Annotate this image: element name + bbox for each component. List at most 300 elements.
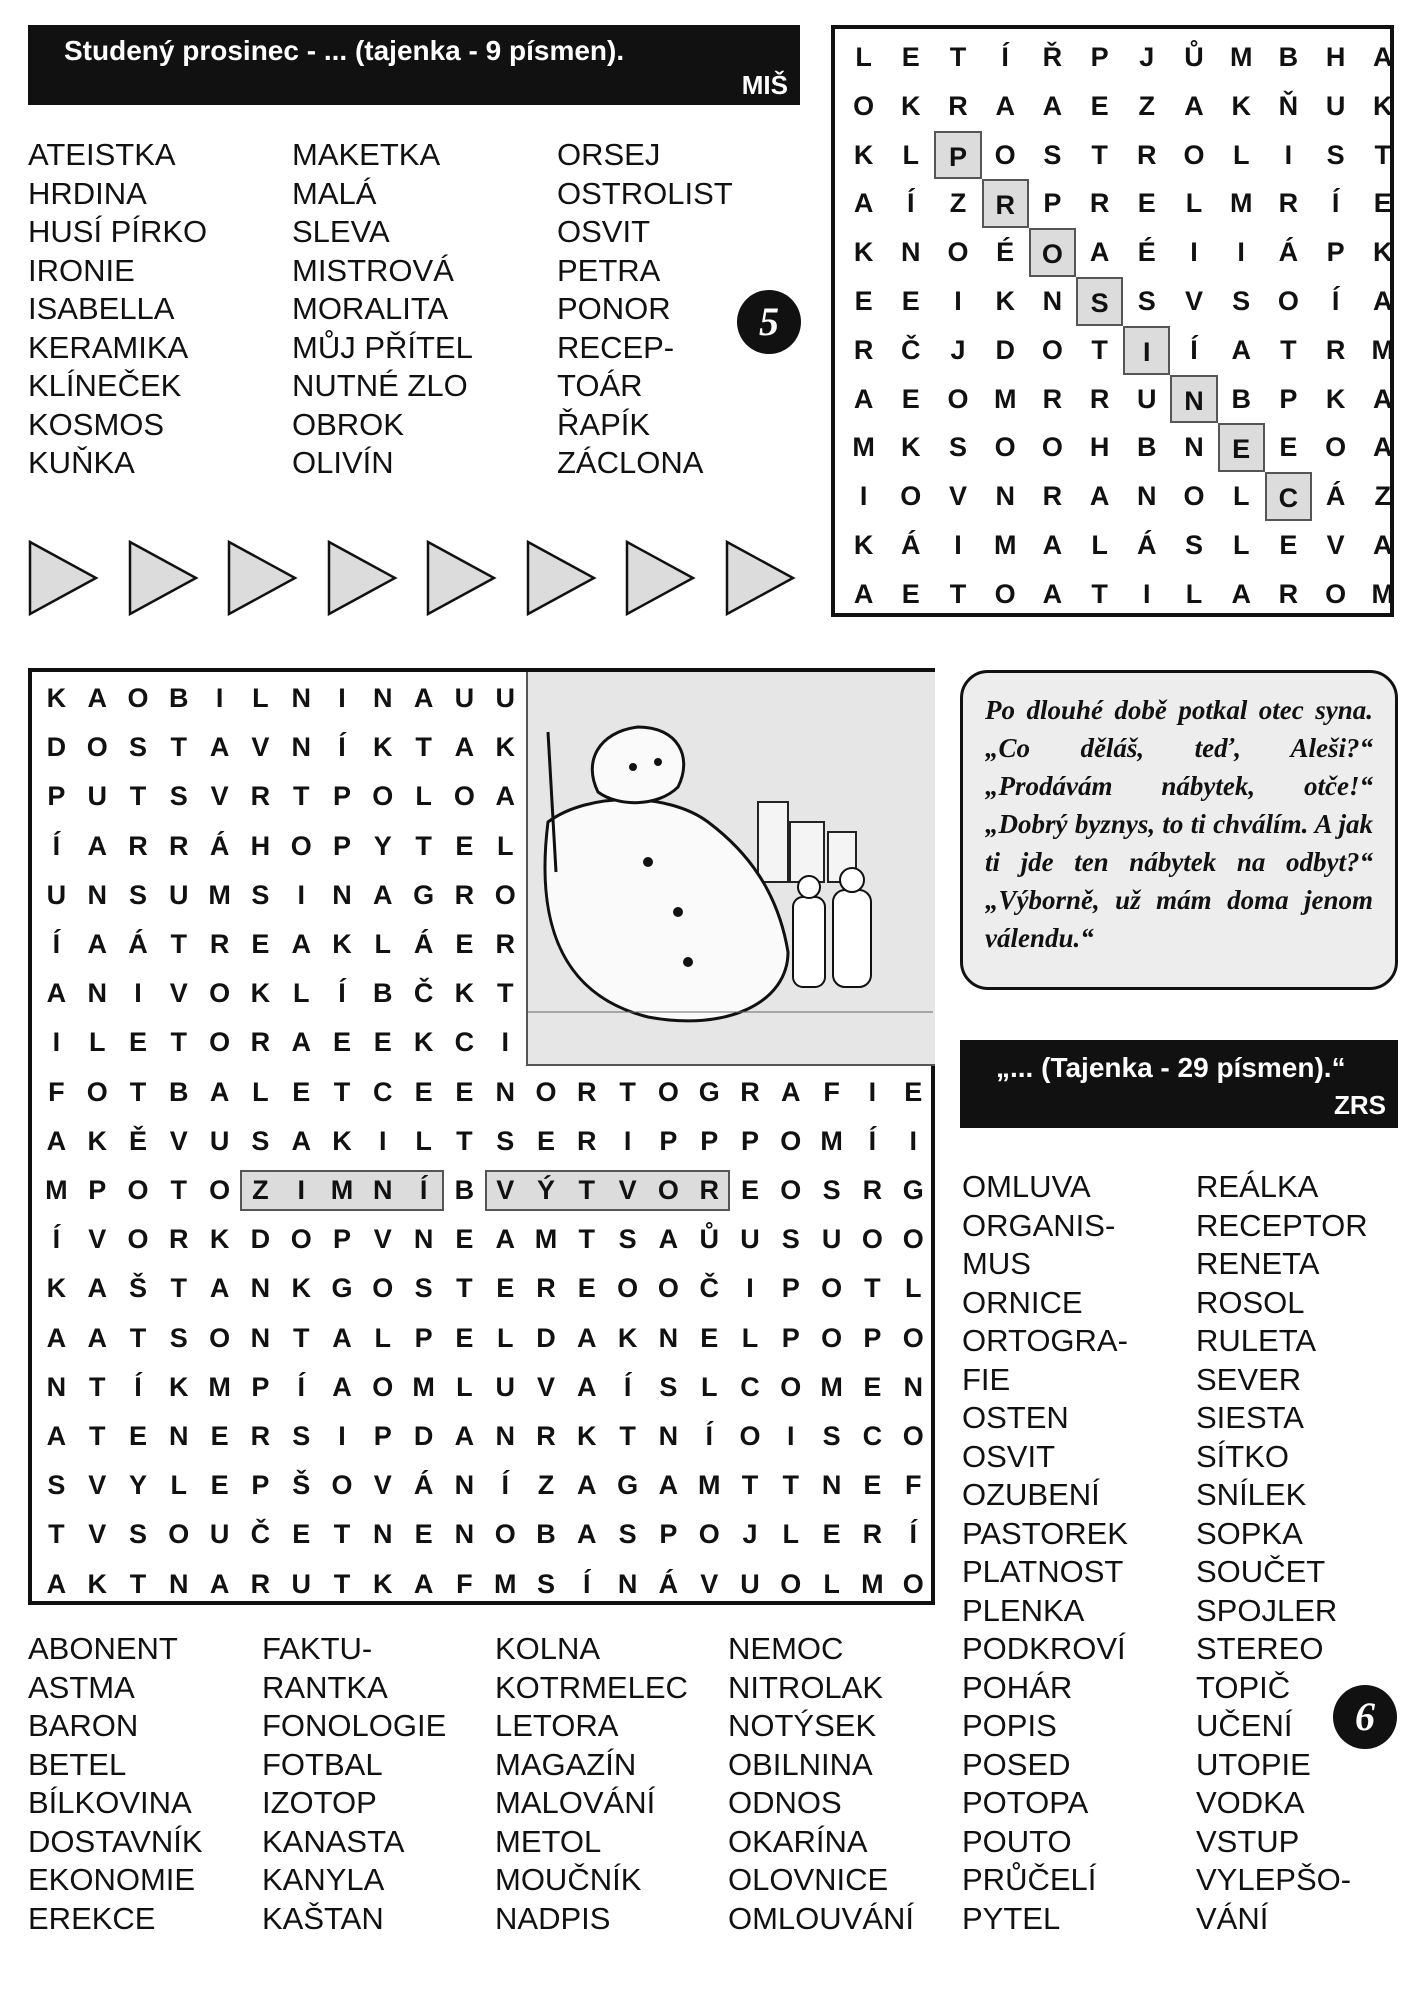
answer-triangle-icon [128,540,200,616]
grid-letter: O [453,781,475,812]
grid-letter: A [87,929,107,959]
grid-letter: P [781,1273,800,1304]
grid-letter: E [822,1519,841,1550]
grid-letter: O [331,1470,353,1501]
word-item: OZUBENÍ [962,1477,1100,1512]
grid-letter: E [292,1519,311,1550]
grid-letter: O [127,683,149,713]
word-item: METOL [495,1823,602,1859]
word-item: ORNICE [962,1284,1083,1320]
word-item: OLIVÍN [292,445,394,480]
word-item: KLÍNEČEK [28,368,182,403]
grid-letter: O [902,1421,924,1451]
grid-letter: A [209,1076,230,1107]
grid-letter: N [454,1519,475,1550]
grid-letter: A [1042,578,1063,609]
grid-letter: E [536,1125,555,1156]
grid-letter: K [46,1273,67,1304]
grid-letter: O [209,1175,231,1205]
grid-letter: O [698,1519,720,1550]
puzzle6-words-bottom-col3 [495,1630,688,1938]
grid-letter: J [950,334,966,365]
grid-letter: K [332,1125,352,1156]
grid-letter: O [127,1175,149,1205]
grid-letter: U [209,1519,230,1550]
grid-letter: N [169,1568,189,1599]
grid-letter: N [373,1175,393,1205]
word-item: STEREO [1196,1631,1324,1666]
grid-letter: K [1373,237,1393,268]
word-item: UČENÍ [1196,1708,1293,1743]
grid-letter: Ř [1042,42,1063,72]
grid-letter: I [215,683,224,713]
grid-letter: L [170,1470,188,1501]
word-item: OBILNINA [728,1746,873,1782]
grid-letter: P [781,1322,800,1353]
grid-letter: Ň [1278,90,1299,121]
word-item: ISABELLA [28,291,175,326]
word-item: SNÍLEK [1196,1477,1307,1512]
grid-letter: A [413,683,434,713]
grid-letter: Í [623,1371,632,1402]
grid-letter: A [209,732,230,763]
grid-letter: H [1325,42,1346,72]
grid-letter: I [859,481,868,512]
word-item: FIE [962,1361,1011,1397]
word-item: IRONIE [28,252,135,288]
grid-letter: J [742,1519,758,1550]
grid-letter: A [46,1421,67,1451]
grid-letter: Í [868,1125,877,1156]
grid-letter: S [414,1273,433,1304]
grid-letter: S [822,1421,841,1451]
grid-letter: N [413,1224,434,1255]
grid-letter: A [46,1125,67,1156]
grid-letter: A [209,1273,230,1304]
word-item: PASTOREK [962,1515,1128,1551]
grid-letter: S [1184,530,1203,560]
grid-letter: I [134,978,142,1009]
grid-letter: L [782,1519,800,1550]
word-item: NEMOC [728,1631,844,1666]
grid-letter: M [1371,334,1395,365]
grid-letter: G [902,1175,924,1205]
grid-letter: Č [699,1273,719,1304]
grid-letter: T [129,1568,147,1599]
grid-letter: S [1076,277,1123,326]
grid-letter: K [853,237,874,268]
grid-letter: A [1373,432,1393,463]
grid-letter: P [1326,237,1345,268]
grid-letter: N [617,1568,638,1599]
grid-letter: I [338,683,346,713]
grid-letter: K [995,286,1015,316]
grid-letter: E [128,1027,147,1058]
puzzle5-words-col2 [292,136,473,483]
grid-letter: M [820,1371,843,1402]
grid-letter: R [536,1421,556,1451]
grid-letter: E [901,42,920,72]
grid-letter: E [210,1421,229,1451]
grid-letter: S [496,1125,515,1156]
grid-letter: Č [250,1519,271,1550]
grid-letter: M [412,1371,435,1402]
grid-letter: T [741,1470,759,1501]
puzzle5-number-badge: 5 [737,290,801,354]
grid-letter: R [1089,188,1110,219]
grid-letter: R [982,179,1029,228]
grid-letter: T [456,1125,473,1156]
grid-letter: G [617,1470,639,1501]
grid-letter: R [862,1519,883,1550]
grid-letter: I [297,879,305,910]
word-item: OMLOUVÁNÍ [728,1900,915,1936]
grid-letter: Á [1325,481,1346,512]
grid-letter: A [1089,237,1110,268]
grid-letter: O [168,1519,190,1550]
grid-letter: O [780,1371,802,1402]
word-item: BETEL [28,1746,127,1782]
grid-letter: N [658,1421,679,1451]
grid-letter: A [1231,334,1251,365]
grid-letter: A [373,879,393,910]
grid-letter: L [902,139,920,170]
grid-letter: P [700,1125,719,1156]
word-item: POSED [962,1746,1071,1782]
grid-letter: V [1184,286,1203,316]
answer-triangle-icon [725,540,797,616]
grid-letter: A [658,1470,679,1501]
grid-letter: V [948,481,967,512]
grid-letter: B [454,1175,475,1205]
grid-letter: A [291,1125,311,1156]
grid-letter: T [1091,334,1108,365]
grid-letter: K [373,1568,393,1599]
grid-letter: Ů [1184,42,1204,72]
grid-letter: R [577,1125,597,1156]
grid-letter: P [332,781,351,812]
grid-letter: S [1232,286,1251,316]
grid-letter: R [948,90,968,121]
word-item: ORSEJ [557,137,661,172]
grid-letter: R [1278,578,1299,609]
grid-letter: L [415,1125,432,1156]
grid-letter: M [697,1470,721,1501]
grid-letter: T [782,1470,800,1501]
grid-letter: K [169,1371,189,1402]
grid-letter: E [414,1076,433,1107]
grid-letter: A [1373,286,1393,316]
grid-letter: O [372,781,394,812]
grid-letter: O [902,1568,924,1599]
grid-letter: Í [1331,286,1340,316]
word-item: FOTBAL [262,1746,383,1782]
grid-letter: L [700,1371,718,1402]
grid-letter: R [577,1076,597,1107]
grid-letter: E [577,1273,596,1304]
grid-letter: Í [52,1224,61,1255]
grid-letter: T [456,1273,473,1304]
grid-letter: T [864,1273,881,1304]
grid-letter: N [291,732,311,763]
grid-letter: E [455,830,474,861]
grid-letter: T [1280,334,1297,365]
word-item: ABONENT [28,1631,178,1666]
grid-letter: I [297,1175,305,1205]
grid-letter: É [996,237,1015,268]
grid-letter: M [993,383,1017,414]
grid-letter: I [1284,139,1293,170]
grid-letter: O [853,90,875,121]
grid-letter: I [379,1125,387,1156]
word-item: POHÁR [962,1669,1073,1705]
word-item: NOTÝSEK [728,1708,877,1743]
grid-letter: O [821,1322,843,1353]
grid-letter: Ů [699,1224,719,1255]
word-item: EREKCE [28,1900,156,1936]
grid-letter: Í [1331,188,1340,219]
grid-letter: O [1029,228,1076,277]
word-item: MAGAZÍN [495,1746,637,1782]
grid-letter: A [577,1371,597,1402]
word-item: POUTO [962,1823,1072,1859]
grid-letter: O [947,237,969,268]
answer-triangle-icon [227,540,299,616]
grid-letter: N [495,1076,515,1107]
grid-letter: R [250,1568,271,1599]
grid-letter: B [1278,42,1299,72]
grid-letter: O [1041,334,1063,365]
puzzle5-author: MIŠ [741,70,788,100]
grid-letter: A [1089,481,1110,512]
grid-letter: A [1184,90,1204,121]
grid-letter: Í [583,1568,591,1599]
word-item: PODKROVÍ [962,1631,1126,1666]
puzzle5-title-bar [28,25,800,105]
grid-letter: K [46,683,67,713]
grid-letter: K [1325,383,1346,414]
grid-letter: M [1371,578,1395,609]
word-item: KERAMIKA [28,329,189,365]
grid-letter: M [1229,42,1253,72]
word-item: ROSOL [1196,1284,1305,1320]
grid-letter: L [1185,578,1203,609]
grid-letter: T [333,1076,351,1107]
puzzle6-words-bottom-col2 [262,1630,446,1938]
grid-letter: P [659,1519,678,1550]
grid-letter: R [699,1175,719,1205]
word-item: KAŠTAN [262,1900,384,1936]
grid-letter: T [1091,139,1108,170]
word-item: EKONOMIE [28,1862,196,1897]
grid-letter: R [250,1027,271,1058]
grid-letter: K [495,732,515,763]
grid-letter: A [1231,578,1251,609]
grid-letter: E [1279,530,1298,560]
grid-letter: C [740,1371,760,1402]
grid-letter: S [1326,139,1345,170]
grid-letter: E [251,929,270,959]
grid-letter: L [904,1273,922,1304]
grid-letter: S [659,1371,678,1402]
word-item: BÍLKOVINA [28,1785,192,1820]
grid-letter: U [740,1568,760,1599]
grid-letter: P [1090,42,1109,72]
word-item: OLOVNICE [728,1862,889,1897]
grid-letter: O [209,1322,231,1353]
grid-letter: J [1139,42,1155,72]
grid-letter: R [169,830,189,861]
word-item: ODNOS [728,1785,842,1820]
grid-letter: Í [419,1175,428,1205]
grid-letter: K [209,1224,230,1255]
puzzle5-words-col1 [28,136,207,483]
grid-letter: I [623,1125,632,1156]
grid-letter: D [413,1421,434,1451]
word-item: ORGANIS- [962,1207,1116,1243]
grid-letter: P [373,1421,392,1451]
word-item: MORALITA [292,291,449,326]
grid-letter: K [577,1421,597,1451]
grid-letter: L [415,781,432,812]
grid-letter: M [820,1125,843,1156]
grid-letter: G [698,1076,720,1107]
grid-letter: E [1090,90,1109,121]
grid-letter: K [901,432,921,463]
grid-letter: A [495,781,515,812]
grid-letter: V [618,1175,637,1205]
grid-letter: E [904,1076,923,1107]
grid-letter: A [454,1421,475,1451]
grid-letter: T [415,830,432,861]
word-item: HUSÍ PÍRKO [28,214,208,249]
grid-letter: K [617,1322,638,1353]
word-item: POPIS [962,1708,1057,1743]
grid-letter: N [821,1470,842,1501]
word-item: SOPKA [1196,1515,1303,1551]
grid-letter: P [332,830,351,861]
grid-letter: K [413,1027,434,1058]
grid-letter: E [455,1224,474,1255]
grid-letter: E [332,1027,351,1058]
grid-letter: P [659,1125,678,1156]
grid-letter: O [994,578,1016,609]
grid-letter: Í [338,732,346,763]
word-item: VODKA [1196,1785,1305,1820]
grid-letter: S [618,1224,637,1255]
grid-letter: V [496,1175,515,1205]
grid-letter: U [209,1125,230,1156]
word-item: RANTKA [262,1669,388,1705]
grid-letter: O [947,383,969,414]
puzzle6-words-bottom-col1 [28,1630,203,1938]
grid-letter: T [333,1519,351,1550]
grid-letter: E [128,1421,147,1451]
grid-letter: N [250,1322,271,1353]
grid-letter: D [46,732,67,763]
grid-letter: Á [209,830,230,861]
grid-letter: A [87,1273,107,1304]
grid-letter: E [863,1371,882,1402]
word-item: MALOVÁNÍ [495,1785,656,1820]
grid-letter: P [1279,383,1298,414]
word-item: MALÁ [292,175,377,211]
grid-letter: N [1137,481,1157,512]
grid-letter: Á [658,1568,679,1599]
grid-letter: N [46,1371,67,1402]
word-item: ASTMA [28,1669,135,1705]
word-item: OSVIT [557,214,651,249]
grid-letter: O [1041,432,1063,463]
grid-letter: A [454,732,475,763]
grid-letter: O [657,1175,679,1205]
grid-letter: A [577,1470,597,1501]
word-item: ŘAPÍK [557,406,651,442]
grid-letter: O [494,879,516,910]
grid-letter: R [250,1421,271,1451]
grid-letter: E [863,1470,882,1501]
grid-letter: O [494,1519,516,1550]
word-item: PYTEL [962,1900,1061,1936]
grid-letter: V [700,1568,719,1599]
grid-letter: G [331,1273,353,1304]
grid-letter: A [1373,383,1393,414]
grid-letter: Š [292,1470,311,1501]
grid-letter: O [780,1175,802,1205]
grid-letter: L [741,1322,759,1353]
grid-letter: E [373,1027,392,1058]
grid-letter: A [577,1322,597,1353]
grid-letter: R [536,1273,556,1304]
grid-letter: E [210,1470,229,1501]
grid-letter: T [292,781,310,812]
grid-letter: Ě [128,1125,147,1156]
grid-letter: K [853,139,874,170]
answer-triangle-icon [625,540,697,616]
grid-letter: A [781,1076,801,1107]
word-item: MŮJ PŘÍTEL [292,329,473,365]
grid-letter: A [332,1322,352,1353]
word-item: IZOTOP [262,1785,377,1820]
word-item: SÍTKO [1196,1438,1290,1474]
grid-letter: E [901,383,920,414]
grid-letter: Á [1278,237,1299,268]
grid-letter: V [1326,530,1345,560]
word-item: VÁNÍ [1196,1900,1269,1936]
snowman-cartoon [526,672,935,1066]
grid-letter: V [373,1470,392,1501]
grid-letter: C [454,1027,475,1058]
grid-letter: A [291,929,311,959]
grid-letter: O [127,1224,149,1255]
grid-letter: O [1183,139,1205,170]
word-item: OMLUVA [962,1169,1091,1204]
grid-letter: A [291,1027,311,1058]
word-item: PONOR [557,291,671,326]
grid-letter: I [501,1027,509,1058]
word-item: SEVER [1196,1361,1302,1397]
grid-letter: T [129,781,147,812]
grid-letter: B [169,683,189,713]
grid-letter: P [88,1175,107,1205]
grid-letter: A [853,188,874,219]
grid-letter: Í [338,978,346,1009]
grid-letter: S [169,781,188,812]
grid-letter: A [87,830,107,861]
grid-letter: O [209,978,231,1009]
grid-letter: P [251,1470,270,1501]
word-item: SLEVA [292,214,390,249]
